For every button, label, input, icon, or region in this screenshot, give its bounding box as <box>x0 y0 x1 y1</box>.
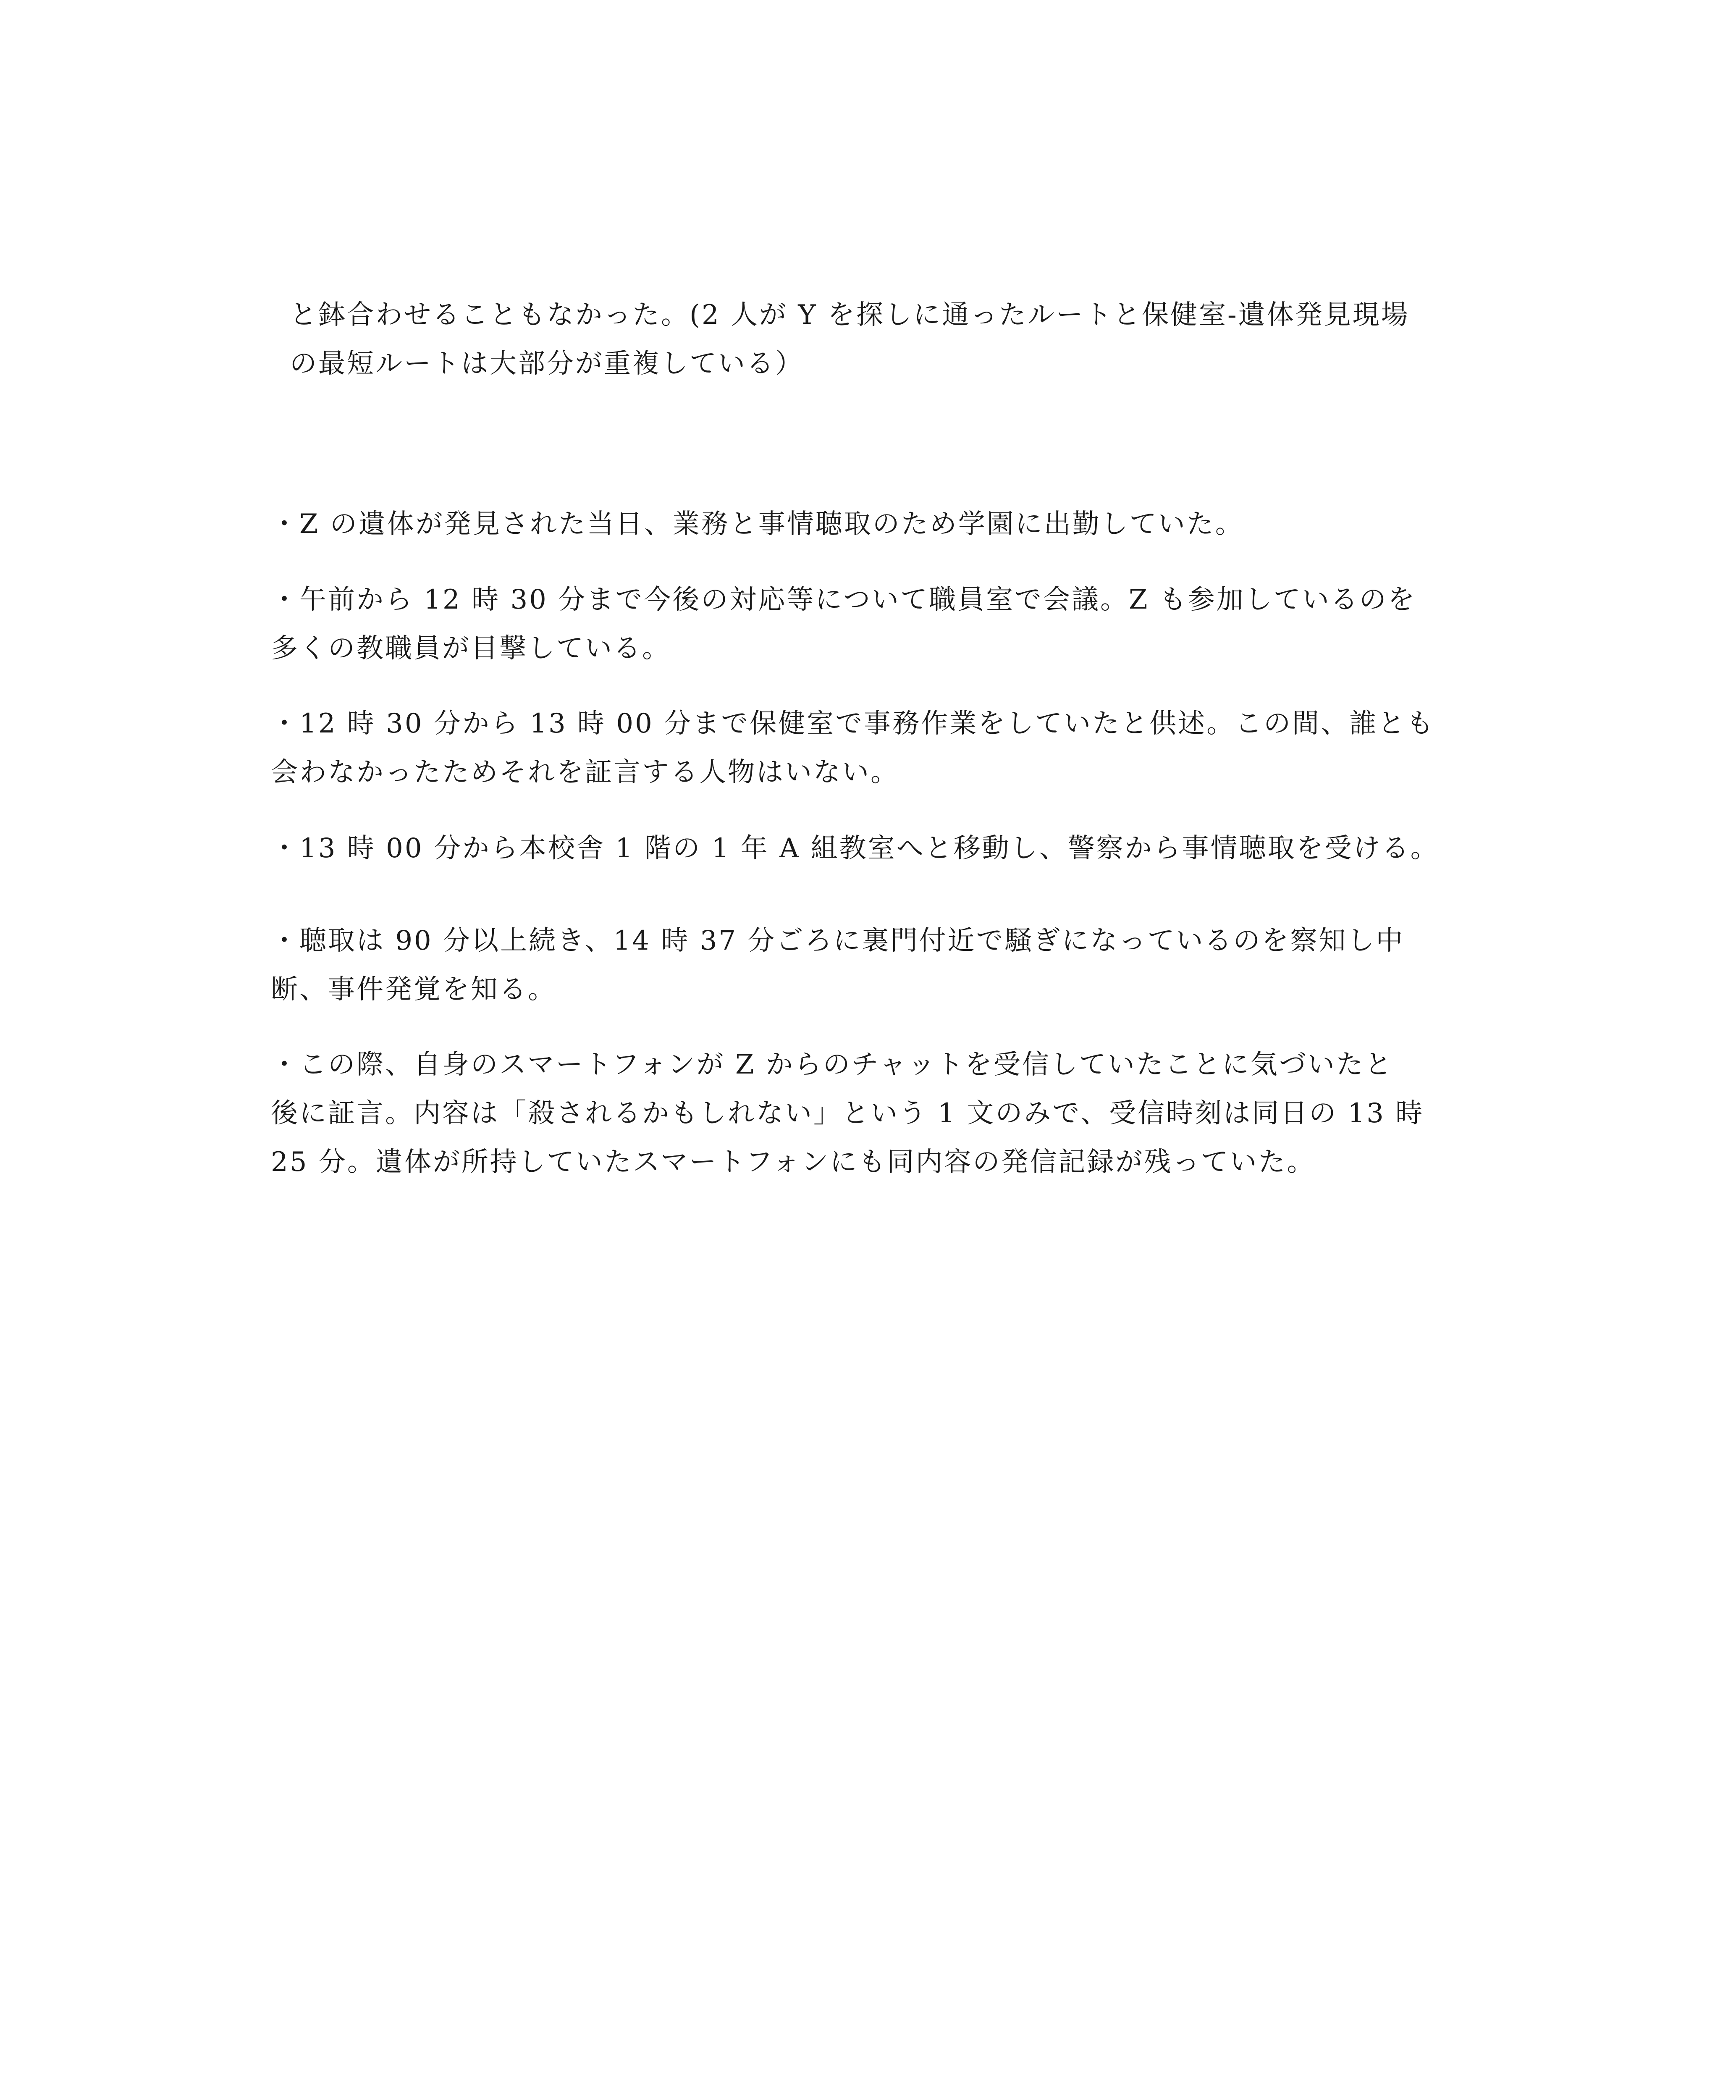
text-line: 25 分。遺体が所持していたスマートフォンにも同内容の発信記録が残っていた。 <box>271 1147 1316 1178</box>
text-line: ・13 時 00 分から本校舎 1 階の 1 年 A 組教室へと移動し、警察から事情聴取を受ける。 <box>271 833 1439 864</box>
text-line: ・12 時 30 分から 13 時 00 分まで保健室で事務作業をしていたと供述。この間、誰とも <box>271 708 1435 739</box>
continuation-paragraph <box>290 291 1410 388</box>
bullet-item <box>271 916 1404 1014</box>
text-line: と鉢合わせることもなかった。(2 人が Y を探しに通ったルートと保健室-遺体発見現場 <box>290 299 1410 331</box>
bullet-item <box>271 575 1416 673</box>
text-line: 多くの教職員が目撃している。 <box>271 633 671 664</box>
text-line: ・聴取は 90 分以上続き、14 時 37 分ごろに裏門付近で騒ぎになっているのを察知し中 <box>271 925 1405 956</box>
bullet-item <box>271 824 1439 873</box>
text-line: 断、事件発覚を知る。 <box>271 974 556 1005</box>
text-line: ・午前から 12 時 30 分まで今後の対応等について職員室で会議。Z も参加しているのを <box>271 584 1416 615</box>
text-line: ・この際、自身のスマートフォンが Z からのチャットを受信していたことに気づいたと <box>271 1049 1393 1080</box>
text-line: の最短ルートは大部分が重複している） <box>290 348 804 379</box>
text-line: 後に証言。内容は「殺されるかもしれない」という 1 文のみで、受信時刻は同日の 13 時 <box>271 1098 1424 1129</box>
bullet-item <box>271 500 1244 549</box>
bullet-item <box>271 699 1435 797</box>
text-line: ・Z の遺体が発見された当日、業務と事情聴取のため学園に出勤していた。 <box>271 509 1244 540</box>
bullet-item <box>271 1040 1424 1186</box>
text-line: 会わなかったためそれを証言する人物はいない。 <box>271 757 899 788</box>
